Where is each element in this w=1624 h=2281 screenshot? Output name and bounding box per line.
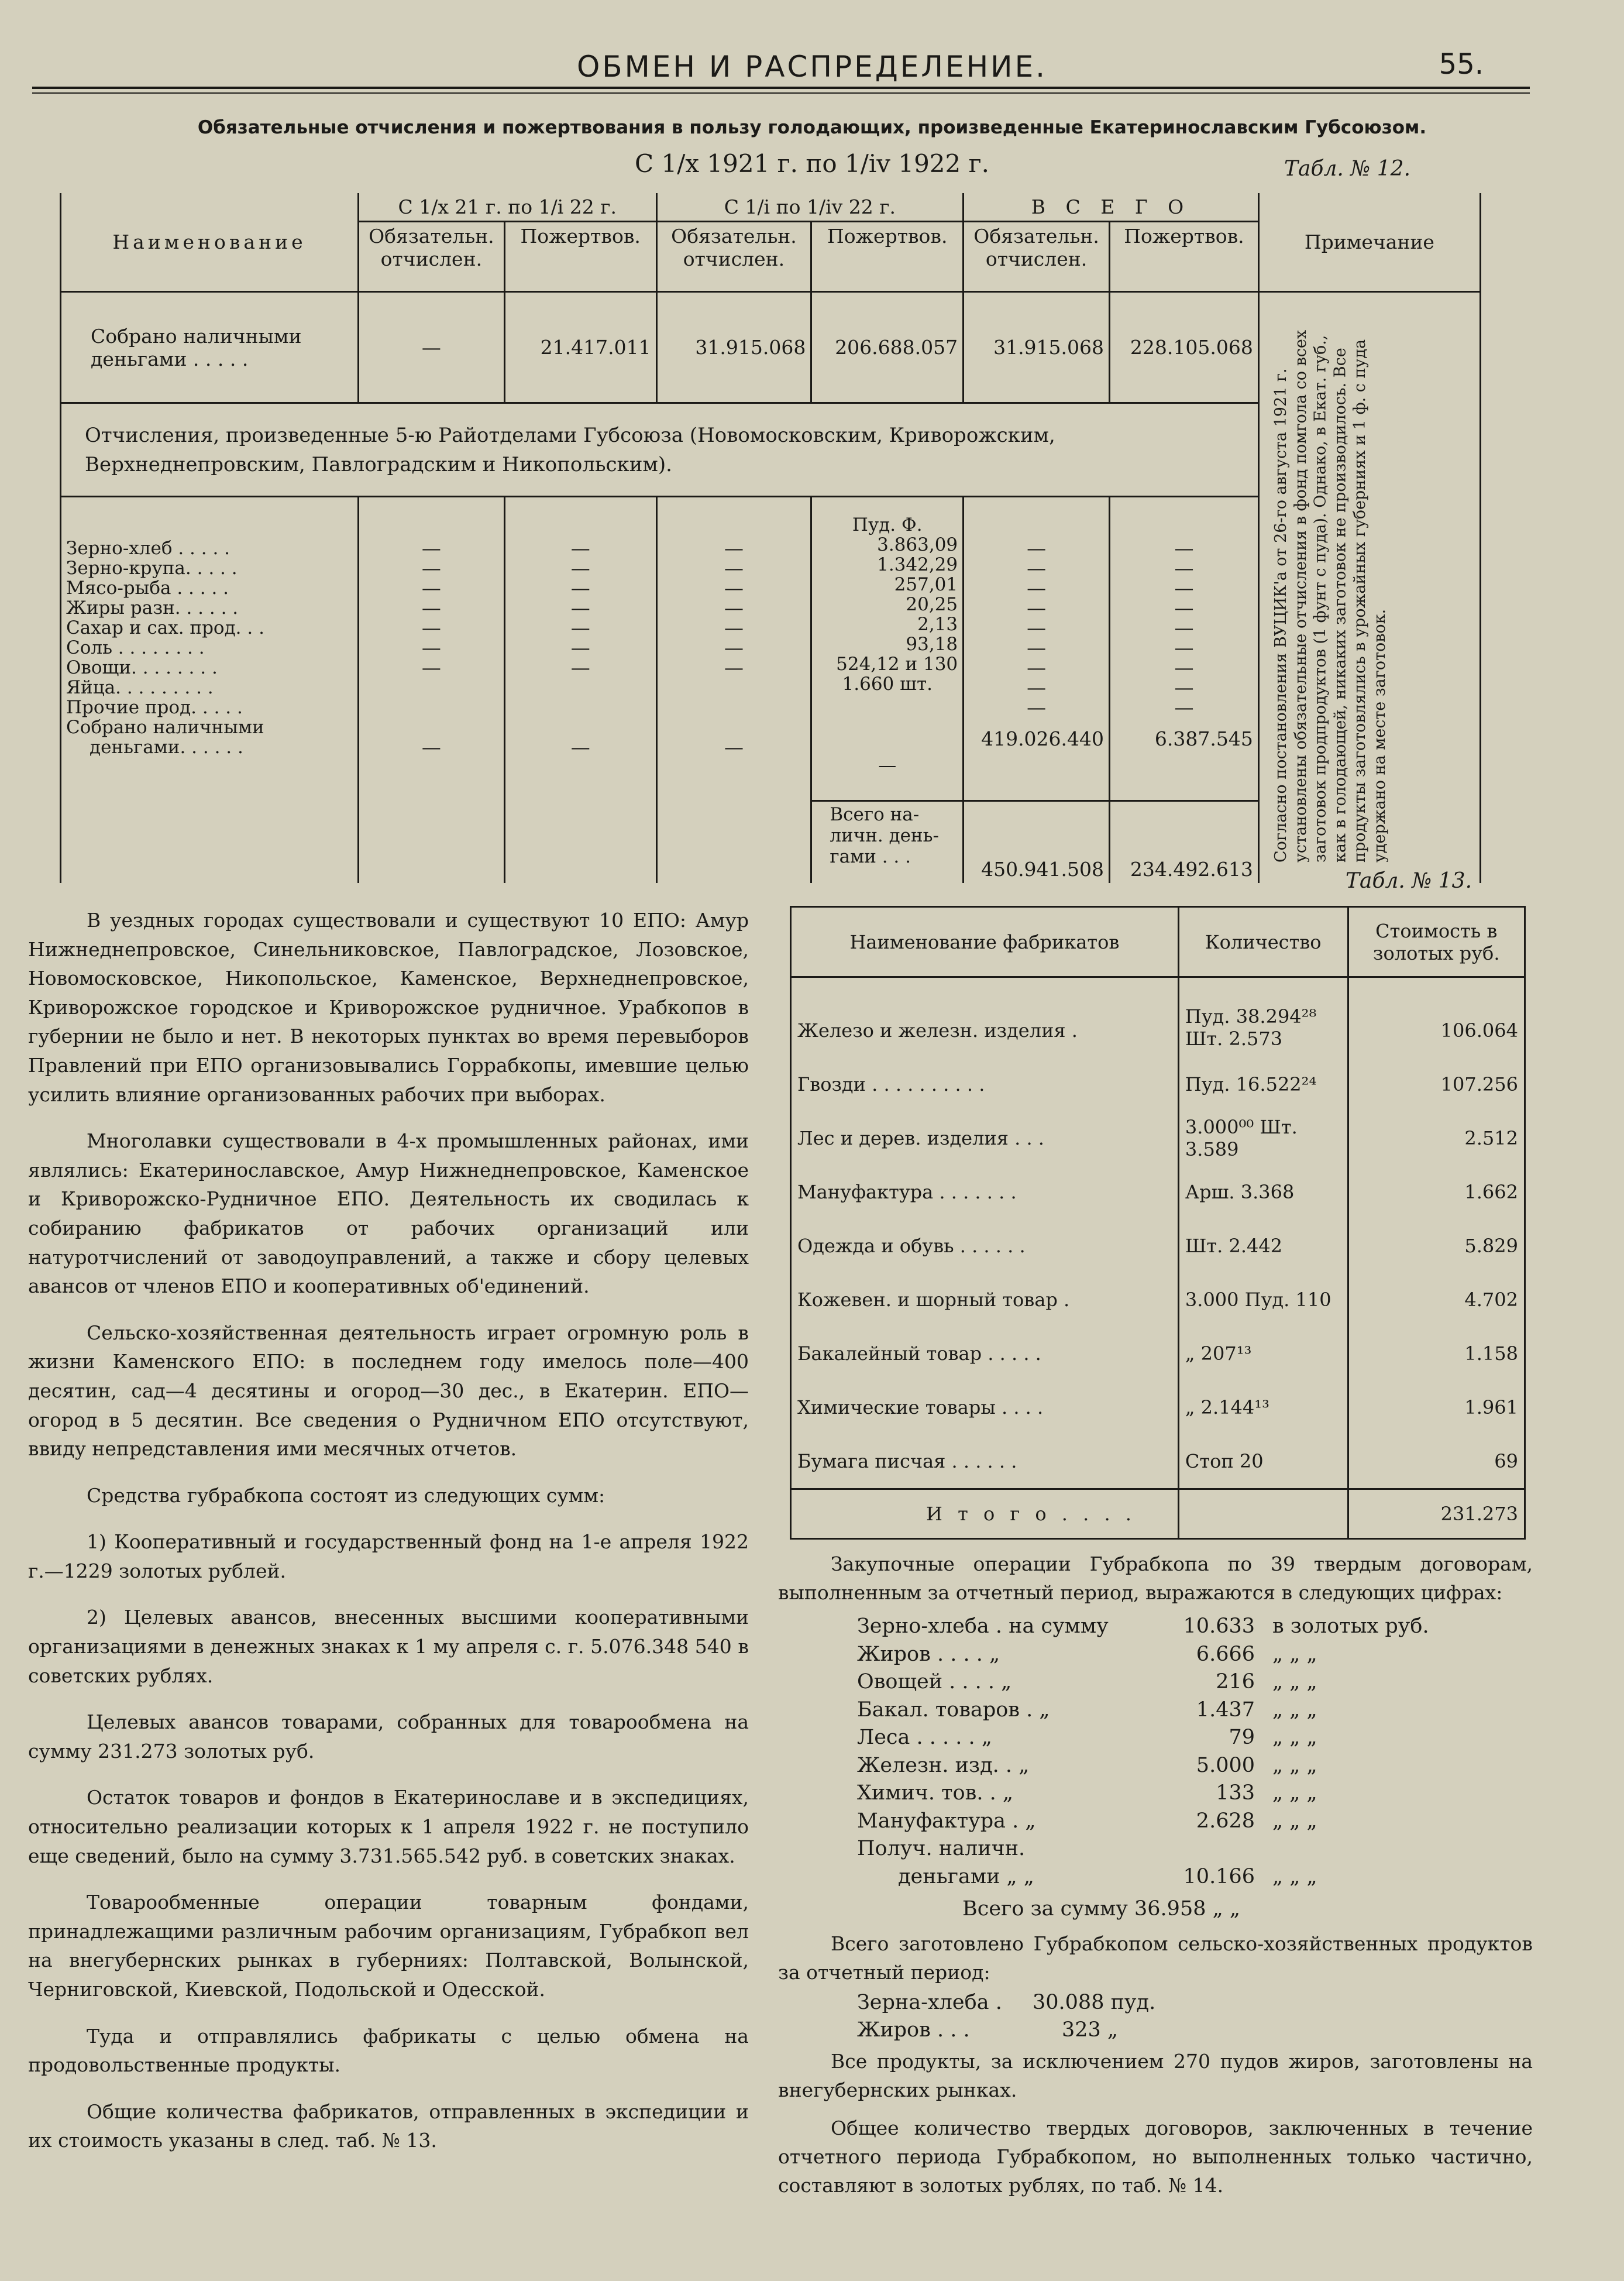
paragraph: Общее количество твердых договоров, заключенных в течение отчетного периода Губрабкопом, но выполненных только частично, составляют в золотых рублях, по таб. № 14. xyxy=(778,2116,1533,2197)
t13-name: Кожевен. и шорный товар . xyxy=(791,1273,1179,1327)
t12-note: Согласно постановления ВУЦИК'а от 26-го августа 1921 г. установлены обязательные отчисления в фонд помгола со всех заготовок продпродуктов (1 фунт с пуда). Однако, в Екат. губ., как в голодающей, никаких заготовок не производилось. Все продукты заготовлялись в урожайных губерниях и 1 ф. с пуда удержано на месте заготовок. xyxy=(1271,330,1389,863)
t13-cost: 69 xyxy=(1348,1434,1525,1489)
harvest-row: Жиров . . . 323 „ xyxy=(857,2018,1119,2042)
t13-cost: 4.702 xyxy=(1348,1273,1525,1327)
t13-head-cost: Стоимость в золотых руб. xyxy=(1348,907,1525,977)
t13-cost: 106.064 xyxy=(1348,977,1525,1058)
t13-cost: 2.512 xyxy=(1348,1111,1525,1165)
t12-good-name: Собрано наличными xyxy=(66,717,264,738)
t13-cost: 1.158 xyxy=(1348,1327,1525,1380)
purchases-total: Всего за сумму 36.958 „ „ xyxy=(962,1897,1240,1921)
t12-goods-values xyxy=(811,497,964,801)
page-number: 55. xyxy=(1439,48,1484,81)
table12-label: Табл. № 12. xyxy=(1284,157,1411,181)
t12-cash2-donat: 6.387.545 xyxy=(1154,727,1253,750)
t12-goods-names xyxy=(61,497,359,801)
t12-total-label: Всего на- личн. день- гами . . . xyxy=(811,801,964,883)
t12-good-value: 2,13 xyxy=(917,614,958,635)
t13-cost: 1.961 xyxy=(1348,1380,1525,1434)
paragraph: 1) Кооперативный и государственный фонд на 1-е апреля 1922 г.—1229 золотых рублей. xyxy=(28,1530,749,1582)
table-row xyxy=(791,1434,1525,1489)
table12-subtitle: С 1/х 1921 г. по 1/iv 1922 г. xyxy=(635,149,989,178)
t13-name: Бакалейный товар . . . . . xyxy=(791,1327,1179,1380)
paragraph: Многолавки существовали в 4-х промышленных районах, ими являлись: Екатеринославское, Амур Нижнеднепровское, Каменское и Криворожско-Рудничное ЕПО. Деятельность их сводилась к собиранию фабрикатов от рабочих организаций или натуротчислений от заводоуправлений, а также и сбору целевых авансов от членов ЕПО и кооперативных об'единений. xyxy=(28,1129,749,1298)
paragraph: Остаток товаров и фондов в Екатеринославе и в экспедициях, относительно реализации которых к 1 апреля 1922 г. не поступило еще сведений, было на сумму 3.731.565.542 руб. в советских знаках. xyxy=(28,1786,749,1867)
t12-cash2-donat-cell: — — — — — — — — — 6.387.545 xyxy=(1110,497,1259,801)
t13-head-name: Наименование фабрикатов xyxy=(791,907,1179,977)
t13-total-row xyxy=(791,1489,1525,1539)
paragraph: Средства губрабкопа состоят из следующих сумм: xyxy=(87,1483,605,1507)
t12-cell: 31.915.068 xyxy=(964,292,1110,403)
t12-good-value: 524,12 и 130 xyxy=(836,654,958,675)
table13-label: Табл. № 13. xyxy=(1346,869,1472,893)
t13-name: Мануфактура . . . . . . . xyxy=(791,1165,1179,1219)
paragraph: Целевых авансов товарами, собранных для товарообмена на сумму 231.273 золотых руб. xyxy=(28,1710,749,1763)
t12-note-cell xyxy=(1258,292,1480,883)
t13-qty: Пуд. 16.522²⁴ xyxy=(1178,1057,1348,1111)
t12-cash-name: Собрано наличными деньгами . . . . . xyxy=(61,292,359,403)
t12-good-value: 3.863,09 xyxy=(877,534,958,555)
table-row xyxy=(791,1057,1525,1111)
t12-good-name: Соль . . . . . . . . xyxy=(66,637,205,658)
t12-cash-row xyxy=(61,292,1481,403)
table-row xyxy=(791,977,1525,1058)
paragraph: Общие количества фабрикатов, отправленных в экспедиции и их стоимость указаны в след. таб. № 13. xyxy=(28,2100,749,2152)
t13-name: Бумага писчая . . . . . . xyxy=(791,1434,1179,1489)
t12-good-name: Жиры разн. . . . . . xyxy=(66,597,239,619)
paragraph: Закупочные операции Губрабкопа по 39 твердым договорам, выполненным за отчетный период, выражаются в следующих цифрах: xyxy=(778,1552,1533,1604)
t12-total-oblig: 450.941.508 xyxy=(964,801,1110,883)
t12-head-period2: С 1/i по 1/iv 22 г. xyxy=(656,193,964,222)
t13-total-name: И т о г о . . . . xyxy=(791,1489,1179,1539)
t12-goods-unit: Пуд. Ф. xyxy=(852,514,923,535)
t12-dash-col: — — — — — — — — xyxy=(504,497,656,801)
t12-cell: 228.105.068 xyxy=(1110,292,1259,403)
t12-head-oblig-3: Обязательн. отчислен. xyxy=(964,222,1110,292)
purchase-row: Получ. наличн. xyxy=(857,1837,1026,1860)
t12-good-name: Сахар и сах. прод. . . xyxy=(66,617,264,638)
t13-qty: Шт. 2.442 xyxy=(1178,1219,1348,1273)
table-row xyxy=(791,1327,1525,1380)
t13-name: Гвозди . . . . . . . . . . xyxy=(791,1057,1179,1111)
right-column xyxy=(778,1550,1533,2200)
purchase-row: Зерно-хлеба . на сумму 10.633 в золотых руб. xyxy=(857,1614,1429,1638)
t12-cash2-oblig-cell: — — — — — — — — — 419.026.440 xyxy=(964,497,1110,801)
t13-qty: 3.000 Пуд. 110 xyxy=(1178,1273,1348,1327)
purchase-row: Мануфактура . „ 2.628 „ „ „ xyxy=(857,1809,1317,1833)
left-column xyxy=(28,906,749,2173)
t12-head-total: В С Е Г О xyxy=(964,193,1259,222)
running-head: ОБМЕН И РАСПРЕДЕЛЕНИЕ. xyxy=(576,50,1048,84)
purchase-row: Овощей . . . . „ 216 „ „ „ xyxy=(857,1670,1317,1693)
t12-good-name: Прочие прод. . . . . xyxy=(66,697,243,718)
t12-good-value: 1.342,29 xyxy=(877,554,958,575)
t12-head-oblig-1: Обязательн. отчислен. xyxy=(358,222,504,292)
t13-qty: Стоп 20 xyxy=(1178,1434,1348,1489)
paragraph: 2) Целевых авансов, внесенных высшими кооперативными организациями в денежных знаках к 1 му апреля с. г. 5.076.348 540 в советских рублях. xyxy=(28,1606,749,1687)
paragraph: Товарообменные операции товарным фондами, принадлежащими различным рабочим организациям, Губрабкоп вел на внегубернских рынках в губерниях: Полтавской, Волынской, Черниговской, Киевской, Подольской и Одесской. xyxy=(28,1891,749,2001)
t12-head-name: Наименование xyxy=(61,193,359,292)
t13-qty: „ 2.144¹³ xyxy=(1178,1380,1348,1434)
table13 xyxy=(790,906,1526,1540)
t13-name: Химические товары . . . . xyxy=(791,1380,1179,1434)
purchase-row: Леса . . . . . „ 79 „ „ „ xyxy=(857,1726,1317,1749)
t12-dash: — xyxy=(878,755,897,776)
t12-head-donat-1: Пожертвов. xyxy=(504,222,656,292)
table-row xyxy=(791,1219,1525,1273)
table-row xyxy=(791,1380,1525,1434)
t13-cost: 107.256 xyxy=(1348,1057,1525,1111)
t13-head-qty: Количество xyxy=(1178,907,1348,977)
t13-cost: 5.829 xyxy=(1348,1219,1525,1273)
t12-head-note: Примечание xyxy=(1258,193,1480,292)
purchase-row: Бакал. товаров . „ 1.437 „ „ „ xyxy=(857,1698,1317,1722)
table-row xyxy=(791,1111,1525,1165)
t12-good-value: 93,18 xyxy=(906,634,958,655)
t13-name: Лес и дерев. изделия . . . xyxy=(791,1111,1179,1165)
t13-qty: „ 207¹³ xyxy=(1178,1327,1348,1380)
purchase-row: Химич. тов. . „ 133 „ „ „ xyxy=(857,1781,1317,1805)
t12-dash-col: — — — — — — — — xyxy=(358,497,504,801)
table12 xyxy=(60,193,1481,883)
t12-section-text: Отчисления, произведенные 5-ю Райотделами Губсоюза (Новомосковским, Криворожским, Верхнеднепровским, Павлоградским и Никопольским). xyxy=(61,403,1259,497)
t12-total-donat: 234.492.613 xyxy=(1110,801,1259,883)
t12-good-value: 20,25 xyxy=(906,594,958,615)
t12-head-period1: С 1/х 21 г. по 1/i 22 г. xyxy=(358,193,656,222)
table12-title: Обязательные отчисления и пожертвования в пользу голодающих, произведенные Екатеринославским Губсоюзом. xyxy=(197,117,1427,138)
paragraph: Все продукты, за исключением 270 пудов жиров, заготовлены на внегубернских рынках. xyxy=(778,2049,1533,2101)
t13-cost: 1.662 xyxy=(1348,1165,1525,1219)
t12-good-name: Овощи. . . . . . . . xyxy=(66,657,218,678)
purchase-list xyxy=(857,1613,1533,1923)
paragraph: В уездных городах существовали и существуют 10 ЕПО: Амур Нижнеднепровское, Синельниковское, Павлоградское, Лозовское, Новомосковское, Никопольское, Каменское, Верхнеднепровское, Криворожское городское и Криворожское рудничное. Урабкопов в губернии не было и нет. В некоторых пунктах во время перевыборов Правлений при ЕПО организовывались Горрабкопы, имевшие целью усилить влияние организованных рабочих при выборах. xyxy=(28,909,749,1106)
t13-qty: Арш. 3.368 xyxy=(1178,1165,1348,1219)
header-rule-thin xyxy=(32,92,1530,94)
purchase-row: Жиров . . . . „ 6.666 „ „ „ xyxy=(857,1642,1317,1666)
t12-head-donat-2: Пожертвов. xyxy=(811,222,964,292)
t12-dash-col: — — — — — — — — xyxy=(656,497,811,801)
paragraph: Туда и отправлялись фабрикаты с целью обмена на продовольственные продукты. xyxy=(28,2024,749,2077)
t12-head-donat-3: Пожертвов. xyxy=(1110,222,1259,292)
t13-total-cost: 231.273 xyxy=(1348,1489,1525,1539)
purchase-row: Железн. изд. . „ 5.000 „ „ „ xyxy=(857,1753,1317,1777)
harvest-row: Зерна-хлеба . 30.088 пуд. xyxy=(857,1990,1156,2014)
harvest-list xyxy=(857,1989,1533,2045)
t12-good-name: Мясо-рыба . . . . . xyxy=(66,578,229,599)
t13-name: Железо и железн. изделия . xyxy=(791,977,1179,1058)
t12-head-oblig-2: Обязательн. отчислен. xyxy=(656,222,811,292)
table-row xyxy=(791,1273,1525,1327)
t12-cell: 21.417.011 xyxy=(504,292,656,403)
t13-qty: 3.000⁰⁰ Шт. 3.589 xyxy=(1178,1111,1348,1165)
t12-good-name: деньгами. . . . . . xyxy=(90,737,243,758)
t12-good-value: 1.660 шт. xyxy=(842,674,933,695)
t12-cell: 206.688.057 xyxy=(811,292,964,403)
table-row xyxy=(791,1165,1525,1219)
t12-cell: 31.915.068 xyxy=(656,292,811,403)
t13-name: Одежда и обувь . . . . . . xyxy=(791,1219,1179,1273)
t12-cell: — xyxy=(358,292,504,403)
header-rule xyxy=(32,87,1530,89)
t12-good-name: Зерно-хлеб . . . . . xyxy=(66,538,230,559)
paragraph: Сельско-хозяйственная деятельность играет огромную роль в жизни Каменского ЕПО: в последнем году имелось поле—400 десятин, сад—4 десятины и огород—30 дес., в Екатерин. ЕПО—огород в 5 десятин. Все сведения о Рудничном ЕПО отсутствуют, ввиду непредставления ими месячных отчетов. xyxy=(28,1321,749,1461)
t12-good-value: 257,01 xyxy=(894,574,958,595)
purchase-row: деньгами „ „ 10.166 „ „ „ xyxy=(898,1864,1317,1888)
t12-cash2-oblig: 419.026.440 xyxy=(981,727,1105,750)
t12-good-name: Зерно-крупа. . . . . xyxy=(66,558,238,579)
t13-qty: Пуд. 38.294²⁸ Шт. 2.573 xyxy=(1178,977,1348,1058)
t12-good-name: Яйца. . . . . . . . . xyxy=(66,677,214,698)
paragraph: Всего заготовлено Губрабкопом сельско-хозяйственных продуктов за отчетный период: xyxy=(778,1932,1533,1984)
